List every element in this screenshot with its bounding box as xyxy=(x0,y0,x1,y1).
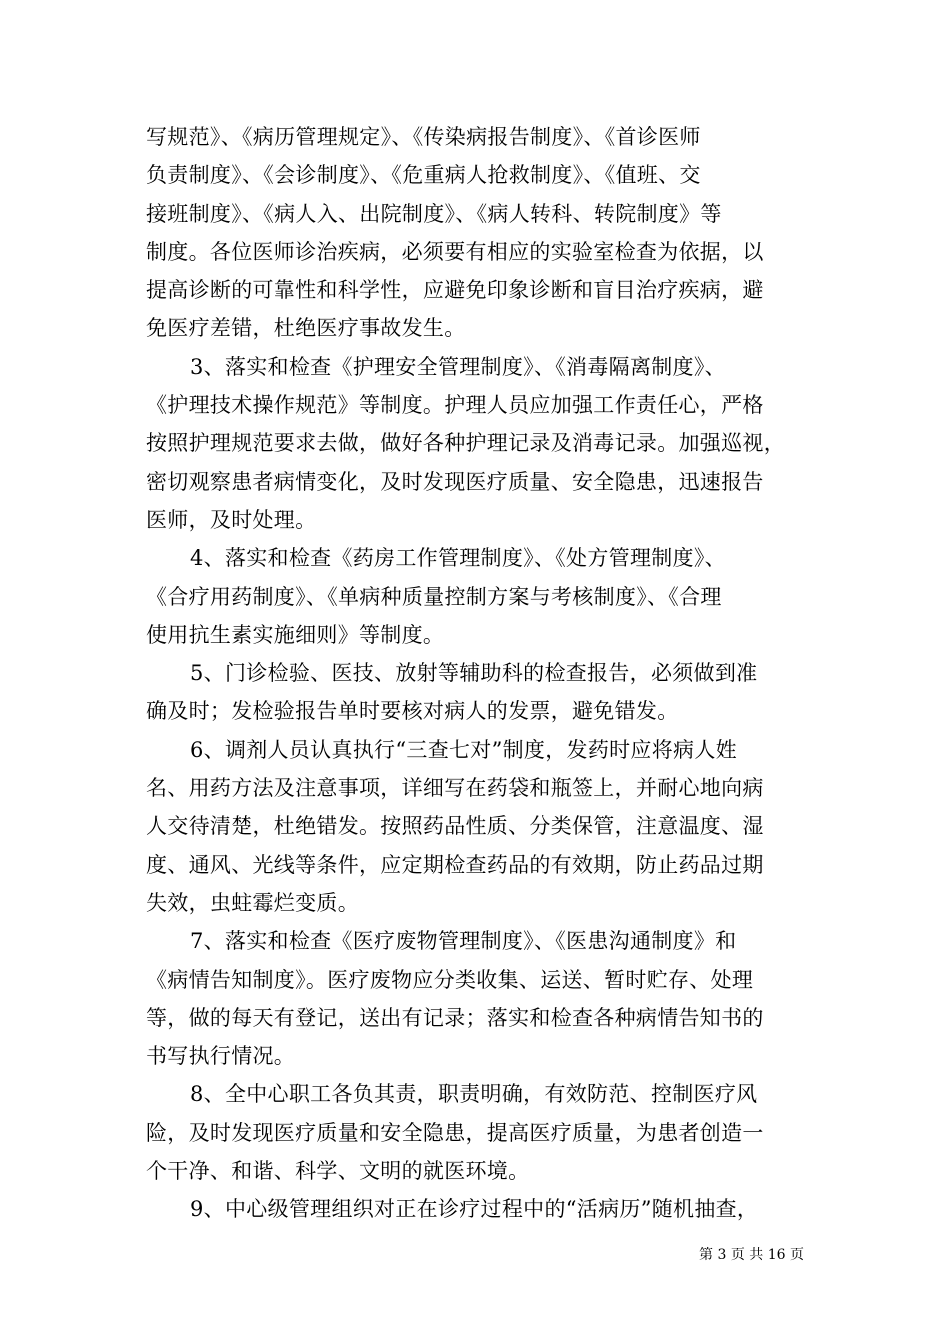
text-line: 《护理技术操作规范》等制度。护理人员应加强工作责任心，严格 xyxy=(146,393,764,418)
document-body xyxy=(146,118,806,1229)
page-number-footer: 第 3 页 共 16 页 xyxy=(699,1247,804,1263)
text-line: 3、落实和检查《护理安全管理制度》、《消毒隔离制度》、 xyxy=(190,354,726,379)
text-line: 名、用药方法及注意事项，详细写在药袋和瓶签上，并耐心地向病 xyxy=(146,776,764,801)
text-line: 负责制度》、《会诊制度》、《危重病人抢救制度》、《值班、交 xyxy=(146,163,701,188)
text-line: 密切观察患者病情变化，及时发现医疗质量、安全隐患，迅速报告 xyxy=(146,469,764,494)
text-line: 《合疗用药制度》、《单病种质量控制方案与考核制度》、《合理 xyxy=(146,584,722,609)
text-line: 度、通风、光线等条件，应定期检查药品的有效期，防止药品过期 xyxy=(146,852,764,877)
text-line: 6、调剂人员认真执行“三查七对”制度，发药时应将病人姓 xyxy=(190,737,737,762)
text-line: 4、落实和检查《药房工作管理制度》、《处方管理制度》、 xyxy=(190,546,726,571)
text-line: 人交待清楚，杜绝错发。按照药品性质、分类保管，注意温度、湿 xyxy=(146,814,764,839)
text-line: 写规范》、《病历管理规定》、《传染病报告制度》、《首诊医师 xyxy=(146,125,701,149)
text-line: 等，做的每天有登记，送出有记录；落实和检查各种病情告知书的 xyxy=(146,1005,764,1030)
text-line: 9、中心级管理组织对正在诊疗过程中的“活病历”随机抽查， xyxy=(190,1197,759,1222)
text-line: 个干净、和谐、科学、文明的就医环境。 xyxy=(146,1159,530,1184)
text-line: 《病情告知制度》。医疗废物应分类收集、运送、暂时贮存、处理 xyxy=(146,967,754,992)
text-line: 7、落实和检查《医疗废物管理制度》、《医患沟通制度》和 xyxy=(190,929,737,954)
text-line: 制度。各位医师诊治疾病，必须要有相应的实验室检查为依据，以 xyxy=(146,239,764,264)
text-line: 险，及时发现医疗质量和安全隐患，提高医疗质量，为患者创造一 xyxy=(146,1120,764,1145)
text-line: 书写执行情况。 xyxy=(146,1044,296,1069)
text-line: 8、全中心职工各负其责，职责明确，有效防范、控制医疗风 xyxy=(190,1082,758,1107)
text-line: 失效，虫蛀霉烂变质。 xyxy=(146,890,359,915)
text-line: 使用抗生素实施细则》等制度。 xyxy=(146,622,445,647)
text-line: 免医疗差错，杜绝医疗事故发生。 xyxy=(146,316,466,341)
text-line: 按照护理规范要求去做，做好各种护理记录及消毒记录。加强巡视， xyxy=(146,431,785,456)
text-line: 医师，及时处理。 xyxy=(146,507,317,532)
text-line: 提高诊断的可靠性和科学性，应避免印象诊断和盲目治疗疾病，避 xyxy=(146,278,764,303)
text-line: 确及时；发检验报告单时要核对病人的发票，避免错发。 xyxy=(146,699,679,724)
text-line: 接班制度》、《病人入、出院制度》、《病人转科、转院制度》等 xyxy=(146,201,722,226)
text-line: 5、门诊检验、医技、放射等辅助科的检查报告，必须做到准 xyxy=(190,661,758,686)
